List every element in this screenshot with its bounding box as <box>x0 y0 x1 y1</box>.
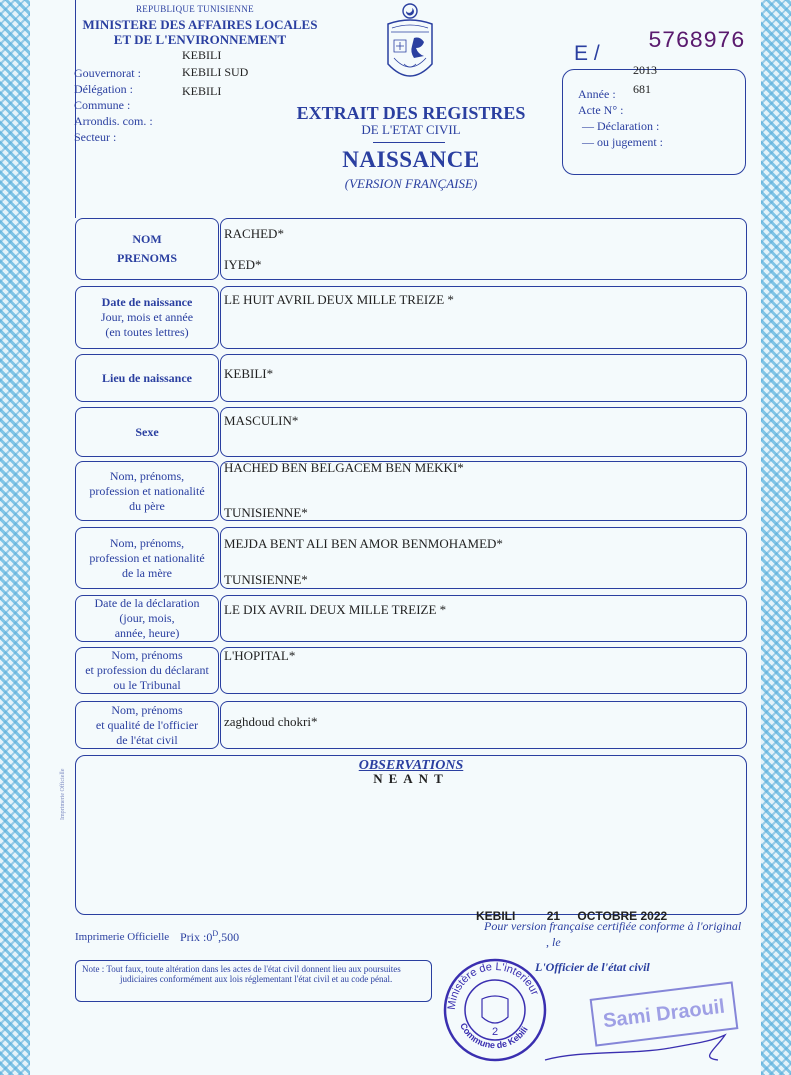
version-label: (VERSION FRANÇAISE) <box>344 176 478 191</box>
observations-value: NEANT <box>373 771 449 786</box>
declaration-label: — Déclaration : <box>582 119 660 133</box>
prix-superscript: D <box>212 929 219 938</box>
decorative-border-right <box>761 0 791 1075</box>
mere-label-box <box>75 527 219 589</box>
document-title: EXTRAIT DES REGISTRES <box>296 103 526 123</box>
annee-value: 2013 <box>633 63 657 77</box>
prenoms-label: PRENOMS <box>117 251 177 265</box>
dob-label-sub2: (en toutes lettres) <box>105 325 189 339</box>
republic-heading: REPUBLIQUE TUNISIENNE <box>136 4 254 14</box>
svg-text:Ministère de L'interieur <box>446 961 541 1010</box>
ministry-value: KEBILI <box>182 48 222 62</box>
dob-label-box <box>75 286 219 349</box>
nom-prenoms-label-box <box>75 218 219 280</box>
sexe-label-box <box>75 407 219 457</box>
sexe-value-box <box>220 407 747 457</box>
prix-tail: ,500 <box>218 930 240 944</box>
stamp-top-text: Ministère de L'interieur <box>445 960 541 1011</box>
officier-label-line2: et qualité de l'officier <box>95 717 199 732</box>
declarant-value-box <box>220 647 747 694</box>
nom-prenoms-value-box <box>220 218 747 280</box>
decorative-border-left <box>0 0 30 1075</box>
officier-label-line3: de l'état civil <box>116 732 178 747</box>
declarant-label-box <box>75 647 219 694</box>
legal-note-box <box>75 960 432 1002</box>
pere-name-value: HACHED BEN BELGACEM BEN MEKKI* <box>224 460 464 475</box>
officier-value: zaghdoud chokri* <box>224 714 318 729</box>
mere-label-line2: profession et nationalité <box>89 550 205 565</box>
issue-day: 21 <box>546 909 561 923</box>
official-round-stamp <box>440 955 550 1065</box>
prenoms-value: IYED* <box>224 257 262 272</box>
date-le: , le <box>546 935 561 949</box>
sexe-value: MASCULIN* <box>224 413 299 428</box>
mere-name-value: MEJDA BENT ALI BEN AMOR BENMOHAMED* <box>224 536 503 551</box>
declarant-label-line3: ou le Tribunal <box>113 678 181 692</box>
note-text: Tout faux, toute altération dans les actes de l'état civil donnent lieu aux poursuites judiciaires conformément aux lois réglementant l'état civil et au code pénal. <box>106 964 401 984</box>
declaration-date-label-line3: année, heure) <box>114 626 180 640</box>
officier-label-line1: Nom, prénoms <box>111 702 183 717</box>
title-underline <box>373 142 445 143</box>
mere-nationality-value: TUNISIENNE* <box>224 572 308 587</box>
registry-number: 5768976 <box>648 28 745 54</box>
lieu-label-box <box>75 354 219 402</box>
declarant-value: L'HOPITAL* <box>224 648 296 663</box>
gouvernorat-value: KEBILI SUD <box>182 65 249 79</box>
dob-value: LE HUIT AVRIL DEUX MILLE TREIZE * <box>224 292 454 307</box>
prix-label <box>180 929 239 945</box>
commune-label: Commune : <box>74 98 131 112</box>
pere-label-line1: Nom, prénoms, <box>109 468 185 483</box>
dob-label-sub1: Jour, mois et année <box>100 310 194 324</box>
tunisia-coat-of-arms-emblem <box>382 2 438 94</box>
pere-label-line3: du père <box>129 498 165 513</box>
pere-label-box <box>75 461 219 521</box>
nom-label: NOM <box>132 232 162 246</box>
sexe-label: Sexe <box>135 424 159 439</box>
signature-scribble <box>540 1020 750 1070</box>
delegation-value: KEBILI <box>182 84 222 98</box>
ministry-heading <box>80 17 320 47</box>
issue-place: KEBILI <box>476 909 516 923</box>
legal-note <box>82 964 425 984</box>
side-printer-text: Imprimerie Officielle <box>60 768 66 820</box>
note-label: Note : <box>82 964 105 974</box>
document-type-title: NAISSANCE <box>342 147 480 172</box>
arrondis-label: Arrondis. com. : <box>74 114 153 128</box>
stamp-bottom-text: Commune de Kebili <box>458 1021 530 1051</box>
nom-value: RACHED* <box>224 226 284 241</box>
dob-label-title: Date de naissance <box>101 295 193 309</box>
mere-label-line3: de la mère <box>122 565 172 580</box>
gouvernorat-label: Gouvernorat : <box>74 66 141 80</box>
annee-label: Année : <box>578 87 616 101</box>
imprimerie-label: Imprimerie Officielle <box>75 931 170 943</box>
stamp-number: 2 <box>491 1026 499 1038</box>
observations-title: OBSERVATIONS <box>358 758 464 773</box>
ministry-line-2: ET DE L'ENVIRONNEMENT <box>113 32 287 47</box>
declaration-date-label-box <box>75 595 219 642</box>
lieu-value: KEBILI* <box>224 366 274 381</box>
lieu-value-box <box>220 354 747 402</box>
acte-number-value: 681 <box>633 82 651 96</box>
declarant-label-line2: et profession du déclarant <box>85 663 209 677</box>
declarant-label-line1: Nom, prénoms <box>111 648 183 662</box>
officer-title: L'Officier de l'état civil <box>535 960 650 974</box>
acte-number-label: Acte N° : <box>578 103 624 117</box>
pere-nationality-value: TUNISIENNE* <box>224 505 308 520</box>
jugement-label: — ou jugement : <box>582 135 663 149</box>
prix-text: Prix :0 <box>180 930 213 944</box>
certification-text: Pour version française certifiée conforme à l'original <box>484 919 742 933</box>
delegation-label: Délégation : <box>74 82 133 96</box>
pere-label-line2: profession et nationalité <box>89 483 205 498</box>
document-subtitle: DE L'ETAT CIVIL <box>361 122 461 137</box>
registry-e-slash: E / <box>574 42 600 65</box>
declaration-date-label-line1: Date de la déclaration <box>94 596 200 610</box>
mere-label-line1: Nom, prénoms, <box>109 535 185 550</box>
declaration-date-label-line2: (jour, mois, <box>119 611 175 625</box>
secteur-label: Secteur : <box>74 130 117 144</box>
officier-label-box <box>75 701 219 749</box>
declaration-date-value: LE DIX AVRIL DEUX MILLE TREIZE * <box>224 602 447 617</box>
ministry-line-1: MINISTERE DES AFFAIRES LOCALES <box>82 17 318 32</box>
lieu-label: Lieu de naissance <box>101 370 192 385</box>
signature-stamp: Sami Draouil <box>590 981 739 1046</box>
issue-month-year: OCTOBRE 2022 <box>577 909 668 923</box>
